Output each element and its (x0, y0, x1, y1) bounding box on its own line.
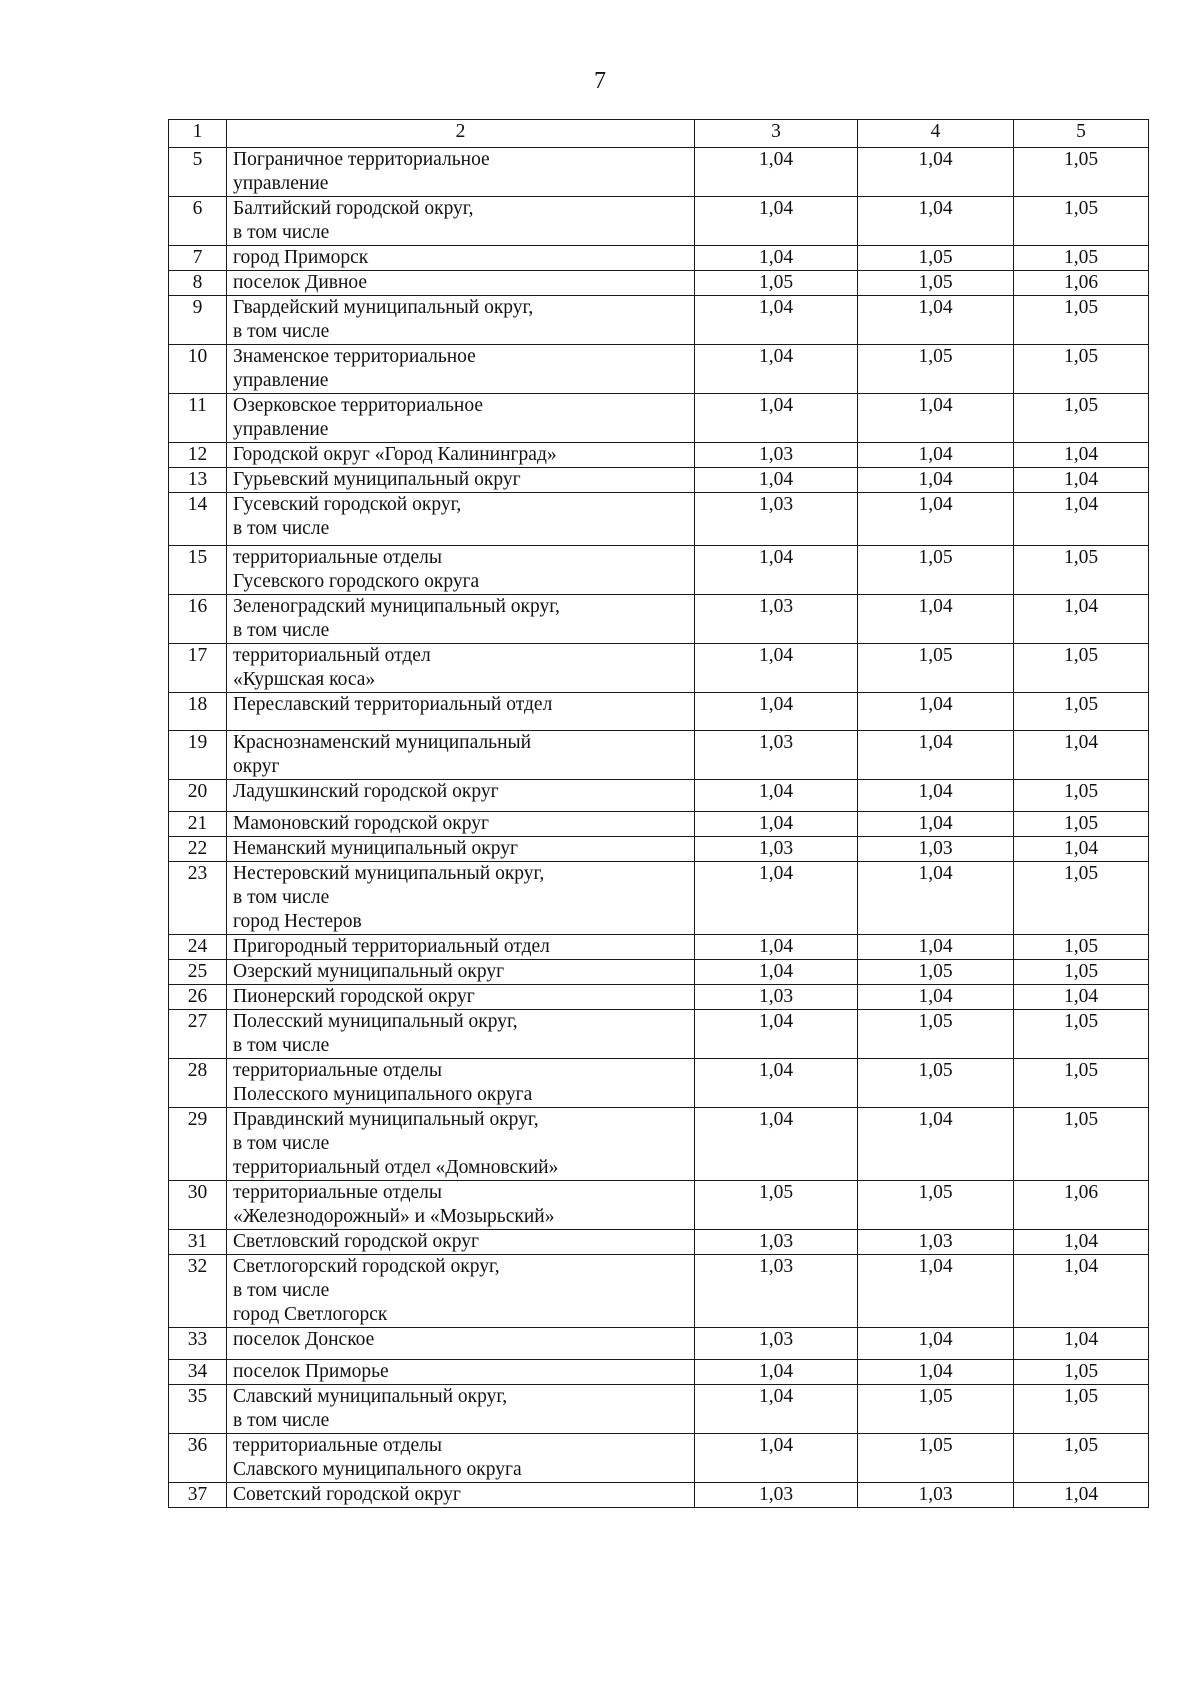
coefficient-col-4: 1,04 (858, 493, 1014, 546)
table-row (169, 1434, 1149, 1483)
municipality-name-line: в том числе (233, 887, 330, 908)
coefficient-col-3: 1,03 (695, 443, 858, 468)
municipality-name-line: территориальные отделы (233, 1060, 442, 1081)
coefficient-col-5: 1,04 (1014, 1328, 1149, 1360)
coefficient-col-3: 1,04 (695, 960, 858, 985)
coefficient-col-5: 1,05 (1014, 148, 1149, 197)
coefficient-col-5: 1,05 (1014, 644, 1149, 693)
municipality-name-line: в том числе (233, 620, 330, 641)
coefficient-col-5: 1,04 (1014, 837, 1149, 862)
row-number: 7 (169, 246, 227, 271)
municipality-name (227, 296, 695, 345)
coefficient-col-3: 1,04 (695, 780, 858, 812)
municipality-name-line: Полесского муниципального округа (233, 1084, 533, 1105)
coefficient-col-3: 1,04 (695, 1434, 858, 1483)
table-row (169, 271, 1149, 296)
municipality-name-line: Нестеровский муниципальный округ, (233, 863, 545, 884)
table-row (169, 731, 1149, 780)
coefficient-col-3: 1,04 (695, 1059, 858, 1108)
coefficient-col-5: 1,05 (1014, 1108, 1149, 1181)
coefficient-col-5: 1,05 (1014, 812, 1149, 837)
coefficient-col-3: 1,05 (695, 1181, 858, 1230)
table-row (169, 1328, 1149, 1360)
coefficient-col-4: 1,04 (858, 1255, 1014, 1328)
column-header-1: 1 (169, 120, 227, 148)
municipality-name (227, 1360, 695, 1385)
municipality-name (227, 960, 695, 985)
coefficient-col-5: 1,06 (1014, 271, 1149, 296)
coefficient-col-3: 1,04 (695, 468, 858, 493)
municipality-name-line: управление (233, 173, 329, 194)
municipality-name (227, 493, 695, 546)
coefficient-col-4: 1,04 (858, 1360, 1014, 1385)
row-number: 28 (169, 1059, 227, 1108)
coefficient-col-4: 1,05 (858, 271, 1014, 296)
table-row (169, 197, 1149, 246)
municipality-name-line: в том числе (233, 222, 330, 243)
municipality-name (227, 935, 695, 960)
coefficient-col-5: 1,05 (1014, 296, 1149, 345)
coefficient-col-4: 1,04 (858, 394, 1014, 443)
coefficient-col-5: 1,05 (1014, 935, 1149, 960)
row-number: 6 (169, 197, 227, 246)
coefficient-col-3: 1,04 (695, 197, 858, 246)
municipality-name-line: управление (233, 370, 329, 391)
municipality-name-line: Светловский городской округ (233, 1231, 480, 1252)
coefficient-col-4: 1,04 (858, 468, 1014, 493)
row-number: 18 (169, 693, 227, 731)
table-row (169, 780, 1149, 812)
coefficient-col-5: 1,05 (1014, 546, 1149, 595)
municipality-name-line: Переславский территориальный отдел (233, 694, 553, 715)
municipality-name-line: Озерский муниципальный округ (233, 961, 505, 982)
table-row (169, 493, 1149, 546)
coefficient-col-4: 1,04 (858, 780, 1014, 812)
municipality-name-line: «Железнодорожный» и «Мозырьский» (233, 1206, 555, 1227)
coefficient-col-3: 1,04 (695, 1360, 858, 1385)
coefficient-col-3: 1,03 (695, 1255, 858, 1328)
coefficient-col-4: 1,05 (858, 1181, 1014, 1230)
row-number: 30 (169, 1181, 227, 1230)
municipality-name (227, 862, 695, 935)
row-number: 23 (169, 862, 227, 935)
municipality-name (227, 780, 695, 812)
table-row (169, 1255, 1149, 1328)
municipality-name (227, 1181, 695, 1230)
row-number: 20 (169, 780, 227, 812)
table-row (169, 468, 1149, 493)
row-number: 14 (169, 493, 227, 546)
municipality-name (227, 595, 695, 644)
coefficient-col-4: 1,04 (858, 1108, 1014, 1181)
municipality-name-line: город Светлогорск (233, 1304, 388, 1325)
municipality-name-line: Славский муниципальный округ, (233, 1386, 508, 1407)
municipality-name-line: Пригородный территориальный отдел (233, 936, 550, 957)
municipality-name-line: округ (233, 756, 280, 777)
row-number: 26 (169, 985, 227, 1010)
column-header-2: 2 (227, 120, 695, 148)
row-number: 32 (169, 1255, 227, 1328)
coefficient-col-4: 1,03 (858, 837, 1014, 862)
coefficient-col-4: 1,03 (858, 1230, 1014, 1255)
municipality-name-line: Пограничное территориальное (233, 149, 490, 170)
table-row (169, 546, 1149, 595)
coefficient-col-5: 1,05 (1014, 1434, 1149, 1483)
coefficient-col-5: 1,04 (1014, 1255, 1149, 1328)
row-number: 27 (169, 1010, 227, 1059)
coefficient-col-4: 1,04 (858, 197, 1014, 246)
coefficient-col-5: 1,05 (1014, 862, 1149, 935)
municipality-name-line: Балтийский городской округ, (233, 198, 474, 219)
coefficient-col-3: 1,04 (695, 546, 858, 595)
coefficient-col-5: 1,05 (1014, 345, 1149, 394)
row-number: 8 (169, 271, 227, 296)
row-number: 24 (169, 935, 227, 960)
row-number: 35 (169, 1385, 227, 1434)
table-row (169, 1010, 1149, 1059)
municipality-name (227, 546, 695, 595)
coefficient-col-4: 1,04 (858, 862, 1014, 935)
coefficient-col-5: 1,05 (1014, 197, 1149, 246)
municipality-name (227, 1255, 695, 1328)
coefficient-col-5: 1,05 (1014, 394, 1149, 443)
table-row (169, 394, 1149, 443)
coefficient-col-5: 1,05 (1014, 780, 1149, 812)
municipality-name-line: в том числе (233, 518, 330, 539)
municipality-name-line: Гвардейский муниципальный округ, (233, 297, 534, 318)
page-number: 7 (594, 68, 606, 94)
municipality-name-line: Пионерский городской округ (233, 986, 475, 1007)
coefficient-col-4: 1,04 (858, 812, 1014, 837)
table-row (169, 837, 1149, 862)
municipality-name (227, 246, 695, 271)
coefficient-col-3: 1,04 (695, 1108, 858, 1181)
table-row (169, 1483, 1149, 1508)
row-number: 22 (169, 837, 227, 862)
coefficient-col-4: 1,05 (858, 960, 1014, 985)
coefficient-col-3: 1,04 (695, 296, 858, 345)
row-number: 11 (169, 394, 227, 443)
coefficient-col-3: 1,04 (695, 1010, 858, 1059)
coefficient-col-3: 1,04 (695, 246, 858, 271)
coefficient-col-5: 1,04 (1014, 1483, 1149, 1508)
coefficient-col-4: 1,04 (858, 935, 1014, 960)
coefficient-col-5: 1,04 (1014, 985, 1149, 1010)
coefficient-col-3: 1,04 (695, 812, 858, 837)
coefficient-col-4: 1,05 (858, 1059, 1014, 1108)
row-number: 13 (169, 468, 227, 493)
coefficient-col-4: 1,05 (858, 644, 1014, 693)
coefficient-col-4: 1,04 (858, 731, 1014, 780)
coefficient-col-5: 1,04 (1014, 468, 1149, 493)
table-row (169, 693, 1149, 731)
municipality-name-line: территориальный отдел «Домновский» (233, 1157, 559, 1178)
municipality-name (227, 1385, 695, 1434)
coefficient-col-4: 1,04 (858, 296, 1014, 345)
coefficient-col-3: 1,03 (695, 1483, 858, 1508)
table-header (169, 120, 1149, 148)
municipality-name-line: Гусевского городского округа (233, 571, 480, 592)
coefficient-col-3: 1,04 (695, 693, 858, 731)
row-number: 16 (169, 595, 227, 644)
municipality-name-line: «Куршская коса» (233, 669, 376, 690)
coefficient-col-5: 1,05 (1014, 1360, 1149, 1385)
coefficient-col-4: 1,04 (858, 595, 1014, 644)
coefficient-col-3: 1,04 (695, 862, 858, 935)
table-row (169, 862, 1149, 935)
municipality-name-line: Краснознаменский муниципальный (233, 732, 532, 753)
coefficient-col-4: 1,05 (858, 345, 1014, 394)
municipality-name-line: территориальные отделы (233, 547, 442, 568)
municipality-name (227, 837, 695, 862)
row-number: 12 (169, 443, 227, 468)
coefficient-col-5: 1,06 (1014, 1181, 1149, 1230)
table-row (169, 345, 1149, 394)
coefficient-col-3: 1,03 (695, 731, 858, 780)
municipality-name-line: Советский городской округ (233, 1484, 461, 1505)
table-row (169, 1059, 1149, 1108)
coefficient-col-3: 1,03 (695, 1230, 858, 1255)
municipality-name (227, 1059, 695, 1108)
municipality-name-line: в том числе (233, 321, 330, 342)
coefficient-col-4: 1,04 (858, 1328, 1014, 1360)
table-row (169, 148, 1149, 197)
coefficient-col-5: 1,05 (1014, 246, 1149, 271)
table-row (169, 595, 1149, 644)
municipality-name (227, 1328, 695, 1360)
municipality-name-line: территориальные отделы (233, 1435, 442, 1456)
coefficient-col-3: 1,04 (695, 345, 858, 394)
table-body (169, 148, 1149, 1508)
table-row (169, 1385, 1149, 1434)
row-number: 36 (169, 1434, 227, 1483)
municipality-name (227, 693, 695, 731)
coefficient-col-3: 1,03 (695, 837, 858, 862)
table-row (169, 1360, 1149, 1385)
municipality-name-line: Мамоновский городской округ (233, 813, 490, 834)
row-number: 9 (169, 296, 227, 345)
municipality-name (227, 644, 695, 693)
row-number: 17 (169, 644, 227, 693)
coefficient-col-5: 1,04 (1014, 1230, 1149, 1255)
table-row (169, 443, 1149, 468)
municipality-name (227, 345, 695, 394)
coefficient-col-3: 1,05 (695, 271, 858, 296)
table-row (169, 812, 1149, 837)
coefficient-col-4: 1,04 (858, 693, 1014, 731)
municipality-name-line: Полесский муниципальный округ, (233, 1011, 518, 1032)
table-row (169, 1230, 1149, 1255)
coefficient-col-5: 1,05 (1014, 693, 1149, 731)
coefficient-col-5: 1,05 (1014, 1059, 1149, 1108)
coefficient-col-4: 1,05 (858, 1385, 1014, 1434)
coefficient-col-3: 1,03 (695, 985, 858, 1010)
municipality-name-line: Славского муниципального округа (233, 1459, 522, 1480)
row-number: 33 (169, 1328, 227, 1360)
table-row (169, 935, 1149, 960)
coefficient-col-4: 1,05 (858, 246, 1014, 271)
coefficient-col-4: 1,04 (858, 985, 1014, 1010)
municipality-name (227, 1010, 695, 1059)
coefficient-col-4: 1,05 (858, 1434, 1014, 1483)
municipality-name-line: Ладушкинский городской округ (233, 781, 499, 802)
municipality-name-line: Озерковское территориальное (233, 395, 484, 416)
coefficient-col-5: 1,04 (1014, 443, 1149, 468)
municipality-name-line: Неманский муниципальный округ (233, 838, 518, 859)
municipality-name-line: Городской округ «Город Калининград» (233, 444, 557, 465)
municipality-name (227, 271, 695, 296)
column-header-4: 4 (858, 120, 1014, 148)
municipality-name-line: поселок Донское (233, 1329, 375, 1350)
coefficient-col-3: 1,03 (695, 493, 858, 546)
municipality-name (227, 468, 695, 493)
coefficient-col-3: 1,04 (695, 935, 858, 960)
municipality-name-line: Светлогорский городской округ, (233, 1256, 500, 1277)
municipality-name-line: Зеленоградский муниципальный округ, (233, 596, 560, 617)
row-number: 21 (169, 812, 227, 837)
municipality-name-line: в том числе (233, 1410, 330, 1431)
row-number: 34 (169, 1360, 227, 1385)
coefficient-col-3: 1,04 (695, 1385, 858, 1434)
municipality-name (227, 1230, 695, 1255)
municipality-name-line: территориальные отделы (233, 1182, 442, 1203)
coefficient-col-5: 1,05 (1014, 960, 1149, 985)
column-header-5: 5 (1014, 120, 1149, 148)
municipality-name (227, 1483, 695, 1508)
municipality-name (227, 148, 695, 197)
row-number: 25 (169, 960, 227, 985)
municipality-name-line: Знаменское территориальное (233, 346, 476, 367)
municipality-name (227, 1108, 695, 1181)
municipality-name-line: Гусевский городской округ, (233, 494, 462, 515)
coefficient-col-3: 1,04 (695, 394, 858, 443)
table-row (169, 985, 1149, 1010)
coefficient-col-3: 1,03 (695, 595, 858, 644)
row-number: 15 (169, 546, 227, 595)
municipality-name-line: в том числе (233, 1133, 330, 1154)
column-header-3: 3 (695, 120, 858, 148)
header-row (169, 120, 1149, 148)
coefficient-col-3: 1,04 (695, 644, 858, 693)
municipality-name (227, 1434, 695, 1483)
municipality-name-line: в том числе (233, 1035, 330, 1056)
municipality-name-line: поселок Дивное (233, 272, 368, 293)
municipality-name-line: в том числе (233, 1280, 330, 1301)
table-row (169, 1181, 1149, 1230)
table-row (169, 246, 1149, 271)
row-number: 10 (169, 345, 227, 394)
municipality-name-line: управление (233, 419, 329, 440)
row-number: 29 (169, 1108, 227, 1181)
municipality-name-line: город Приморск (233, 247, 369, 268)
row-number: 19 (169, 731, 227, 780)
coefficient-col-3: 1,03 (695, 1328, 858, 1360)
table-row (169, 1108, 1149, 1181)
coefficient-col-4: 1,05 (858, 1010, 1014, 1059)
municipality-name-line: город Нестеров (233, 911, 362, 932)
coefficient-col-5: 1,05 (1014, 1010, 1149, 1059)
municipality-name (227, 731, 695, 780)
coefficient-col-3: 1,04 (695, 148, 858, 197)
coefficient-col-4: 1,04 (858, 443, 1014, 468)
municipality-name (227, 985, 695, 1010)
municipality-name (227, 812, 695, 837)
municipality-name-line: поселок Приморье (233, 1361, 389, 1382)
coefficient-col-4: 1,05 (858, 546, 1014, 595)
municipality-name (227, 443, 695, 468)
table-row (169, 644, 1149, 693)
row-number: 5 (169, 148, 227, 197)
coefficient-col-5: 1,04 (1014, 493, 1149, 546)
table-row (169, 296, 1149, 345)
municipality-name-line: Гурьевский муниципальный округ (233, 469, 521, 490)
coefficient-col-4: 1,04 (858, 148, 1014, 197)
coefficient-col-5: 1,04 (1014, 731, 1149, 780)
row-number: 31 (169, 1230, 227, 1255)
coefficient-col-5: 1,05 (1014, 1385, 1149, 1434)
table-row (169, 960, 1149, 985)
municipality-name (227, 394, 695, 443)
municipality-name (227, 197, 695, 246)
coefficients-table (168, 119, 1149, 1508)
row-number: 37 (169, 1483, 227, 1508)
municipality-name-line: Правдинский муниципальный округ, (233, 1109, 539, 1130)
coefficient-col-5: 1,04 (1014, 595, 1149, 644)
coefficient-col-4: 1,03 (858, 1483, 1014, 1508)
municipality-name-line: территориальный отдел (233, 645, 431, 666)
